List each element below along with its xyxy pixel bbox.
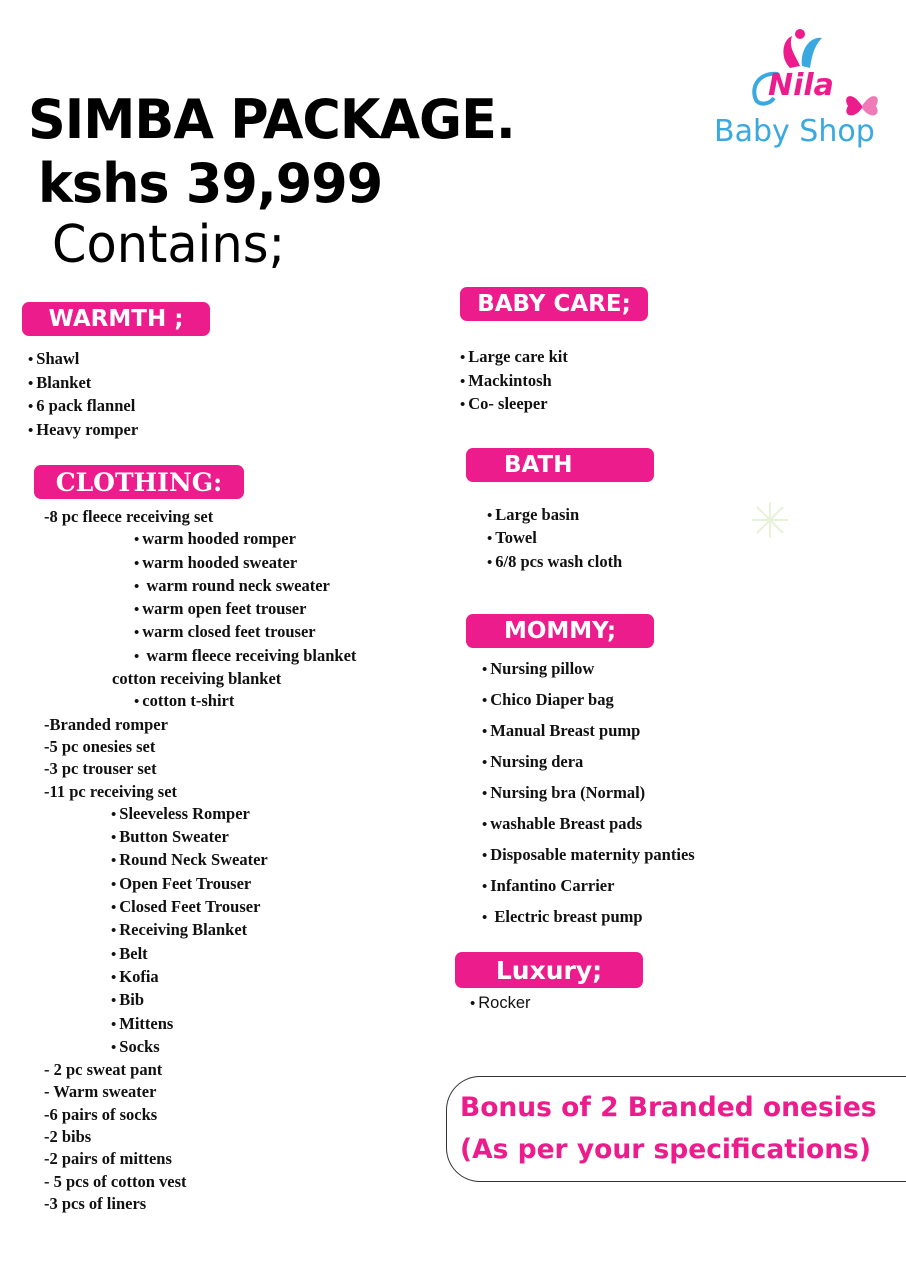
logo-tagline: Baby Shop [714, 114, 875, 149]
list-item: • Belt [0, 943, 356, 966]
list-item: • warm hooded romper [0, 528, 356, 551]
list-item: • Blanket [28, 372, 138, 396]
bath-heading: BATH [466, 448, 654, 482]
bath-list [487, 504, 622, 574]
warmth-list [28, 348, 138, 442]
package-contains: Contains; [52, 215, 286, 275]
list-item: • Nursing bra (Normal) [482, 778, 695, 809]
list-item: • Nursing pillow [482, 654, 695, 685]
list-item: -8 pc fleece receiving set [44, 507, 214, 526]
list-item: • Shawl [28, 348, 138, 372]
sparkle-icon [748, 498, 792, 542]
list-item: • warm open feet trouser [0, 598, 356, 621]
list-item: • Electric breast pump [482, 902, 695, 933]
bonus-line-2: (As per your specifications) [460, 1134, 871, 1165]
list-item: -5 pc onesies set [44, 736, 156, 756]
list-item: -Branded romper [44, 714, 168, 734]
package-price: kshs 39,999 [38, 152, 383, 215]
list-item: • warm closed feet trouser [0, 621, 356, 644]
list-item: • 6/8 pcs wash cloth [487, 551, 622, 574]
list-item: • cotton t-shirt [0, 690, 356, 713]
list-item: • Chico Diaper bag [482, 685, 695, 716]
list-item: - 2 pc sweat pant [44, 1060, 163, 1080]
list-item: • Kofia [0, 966, 356, 989]
list-item: • Receiving Blanket [0, 919, 356, 942]
list-item: • warm hooded sweater [0, 552, 356, 575]
list-item: - 5 pcs of cotton vest [44, 1171, 187, 1191]
luxury-list [470, 994, 531, 1013]
list-item: • Rocker [470, 994, 531, 1012]
package-title: SIMBA PACKAGE. [28, 88, 515, 151]
list-item: • Towel [487, 527, 622, 550]
baby-care-list [460, 346, 568, 417]
logo-name: Nila [768, 68, 834, 103]
list-item: - Warm sweater [44, 1082, 157, 1102]
list-item: -2 pairs of mittens [44, 1149, 172, 1169]
list-item: • Mackintosh [460, 370, 568, 394]
list-item: -3 pc trouser set [44, 759, 157, 779]
clothing-heading: CLOTHING: [34, 465, 244, 499]
list-item: • Large care kit [460, 346, 568, 370]
list-item: • warm round neck sweater [0, 575, 356, 598]
mommy-list [482, 654, 695, 933]
list-item: • Open Feet Trouser [0, 873, 356, 896]
list-item: • 6 pack flannel [28, 395, 138, 419]
warmth-heading: WARMTH ; [22, 302, 210, 336]
luxury-heading: Luxury; [455, 952, 643, 988]
list-item: • Manual Breast pump [482, 716, 695, 747]
list-item: • Round Neck Sweater [0, 849, 356, 872]
baby-care-heading: BABY CARE; [460, 287, 648, 321]
list-item: -3 pcs of liners [44, 1193, 147, 1213]
list-item: • Bib [0, 989, 356, 1012]
list-item: • Mittens [0, 1013, 356, 1036]
list-item: • Co- sleeper [460, 393, 568, 417]
list-item: • Infantino Carrier [482, 871, 695, 902]
list-item: • Nursing dera [482, 747, 695, 778]
clothing-list [0, 506, 356, 1215]
list-item: -2 bibs [44, 1127, 92, 1147]
list-item: • Socks [0, 1036, 356, 1059]
list-item: • Sleeveless Romper [0, 803, 356, 826]
list-item: • Closed Feet Trouser [0, 896, 356, 919]
list-item: • Button Sweater [0, 826, 356, 849]
list-item: • Disposable maternity panties [482, 840, 695, 871]
list-item: cotton receiving blanket [112, 669, 282, 689]
brand-logo [710, 28, 890, 158]
mommy-heading: MOMMY; [466, 614, 654, 648]
list-item: • Large basin [487, 504, 622, 527]
list-item: • Heavy romper [28, 419, 138, 443]
list-item: • warm fleece receiving blanket [0, 645, 356, 668]
bonus-line-1: Bonus of 2 Branded onesies [460, 1092, 877, 1123]
list-item: • washable Breast pads [482, 809, 695, 840]
list-item: -11 pc receiving set [44, 781, 178, 801]
list-item: -6 pairs of socks [44, 1104, 158, 1124]
